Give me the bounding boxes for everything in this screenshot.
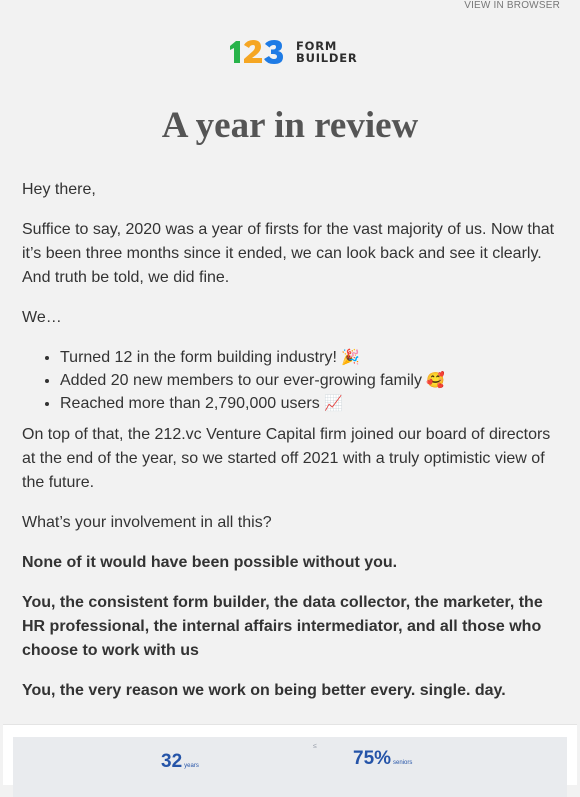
audience-text: You, the consistent form builder, the data collector, the marketer, the HR professional, the internal affairs intermediator, and all those who choose to work with us xyxy=(22,594,543,659)
list-item: • Turned 12 in the form building industry! 🎉 xyxy=(60,346,560,369)
intro-paragraph: Suffice to say, 2020 was a year of firsts for the vast majority of us. Now that it’s been three months since it ended, we can look back and see it clearly. And truth be told, we did fine. xyxy=(22,221,555,286)
board-paragraph: On top of that, the 212.vc Venture Capital firm joined our board of directors at the end of the year, so we started off 2021 with a truly optimistic view of the future. xyxy=(22,426,551,491)
top-bar xyxy=(0,0,580,14)
closing-text: You, the very reason we work on being better every. single. day. xyxy=(22,682,506,699)
question-text: What’s your involvement in all this? xyxy=(22,514,272,531)
stat-years-unit: years xyxy=(184,763,199,769)
page-title: A year in review xyxy=(161,105,419,146)
stats-card xyxy=(3,724,577,785)
view-in-browser-link[interactable]: VIEW IN BROWSER xyxy=(464,0,560,11)
greeting-text: Hey there, xyxy=(22,181,96,198)
decorative-mark: ≤ xyxy=(313,743,317,750)
we-text: We… xyxy=(22,309,62,326)
stat-years-value: 32 xyxy=(161,751,183,772)
stat-years xyxy=(161,751,199,773)
logo-word-builder: BUILDER xyxy=(296,51,358,65)
stat-seniors xyxy=(353,748,412,770)
list-item: • Added 20 new members to our ever-growing family 🥰 xyxy=(60,369,560,392)
stat-seniors-unit: seniors xyxy=(393,760,413,766)
thanks-text: None of it would have been possible without you. xyxy=(22,554,398,571)
brand-logo[interactable] xyxy=(228,38,358,66)
chart-increasing-icon: 📈 xyxy=(324,394,343,412)
logo-word-form: FORM xyxy=(296,38,338,53)
logo-123-icon xyxy=(228,40,290,64)
party-popper-icon: 🎉 xyxy=(341,348,361,366)
logo-digits xyxy=(228,38,290,66)
achievements-list xyxy=(22,346,560,415)
stats-image xyxy=(13,737,567,797)
stat-seniors-value: 75% xyxy=(353,748,392,769)
logo-wordmark xyxy=(296,40,358,65)
list-item: • Reached more than 2,790,000 users 📈 xyxy=(60,392,560,415)
email-body xyxy=(22,178,560,719)
smiling-hearts-icon: 🥰 xyxy=(426,371,446,389)
